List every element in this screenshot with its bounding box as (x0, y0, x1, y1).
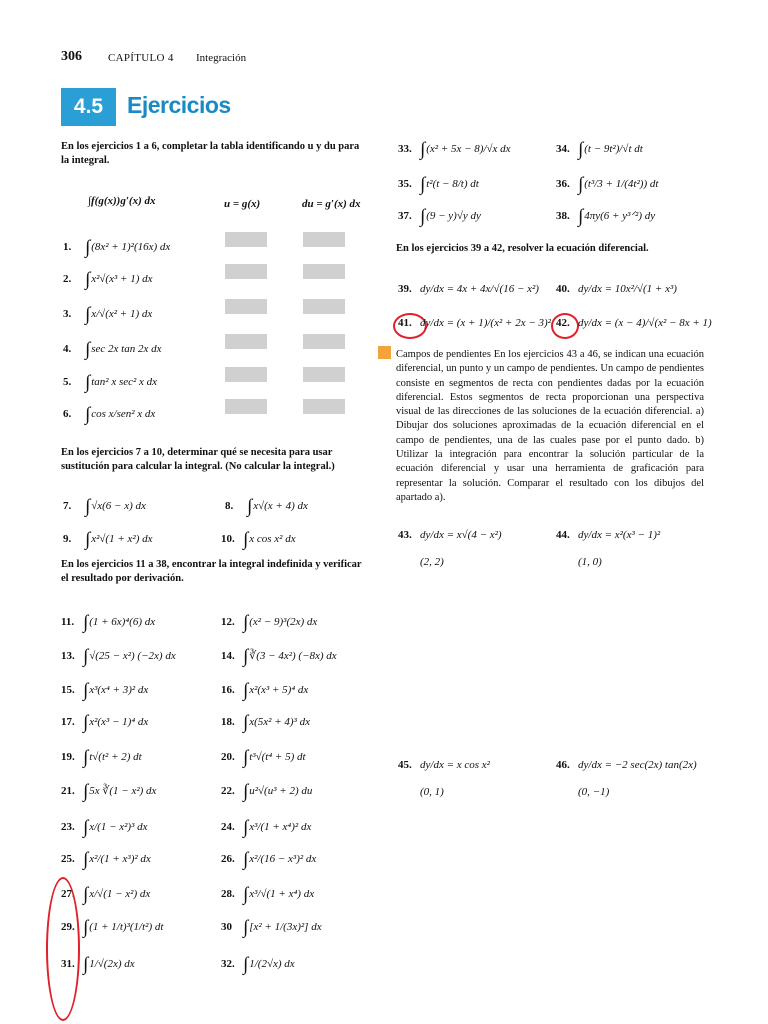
integral-sign: ∫ (83, 680, 89, 701)
exercise-item (398, 318, 551, 329)
instruction-7-10: En los ejercicios 7 a 10, determinar qué se necesita para usar sustitución para calcular la integral. (No calcular la integral.) (61, 447, 335, 472)
exercise-number: 32. (221, 958, 235, 970)
exercise-item (398, 140, 511, 159)
exercise-number: 12. (221, 616, 235, 628)
integral-sign: ∫ (85, 529, 91, 550)
exercise-expression: x cos x² dx (249, 533, 296, 545)
exercise-number: 16. (221, 684, 235, 696)
given-point: (0, −1) (578, 786, 610, 798)
exercise-item (63, 405, 155, 424)
exercise-expression: x²/(1 + x³)² dx (89, 853, 151, 865)
exercise-number: 21. (61, 785, 75, 797)
slope-field-graph-46 (566, 815, 696, 965)
exercise-item (225, 497, 308, 516)
exercise-item (61, 681, 148, 700)
exercise-number: 43. (398, 529, 412, 541)
exercise-expression: x²(x³ + 5)⁴ dx (249, 684, 309, 696)
exercise-number: 22. (221, 785, 235, 797)
exercise-number: 38. (556, 210, 570, 222)
integral-sign: ∫ (243, 954, 249, 975)
slope-field-graph-44 (566, 575, 706, 725)
slope-field-paragraph: Campos de pendientes En los ejercicios 43 a 46, se indican una ecuación diferencial, un punto y un campo de pendientes. Un campo de pendientes consiste en segmentos de recta con pendientes dadas por la ecuación diferencial. Estos segmentos de recta proporcionan una perspectiva visual de las direcciones de las soluciones de la ecuación diferencial. a) Dibujar dos soluciones aproximadas de la ecuación diferencial en el campo de pendientes, una de las cuales pase por el punto dado. b) Utilizar la integración para encontrar la solución particular de la ecuación diferencial y usar una herramienta de graficación para representar la solución. Comparar el resultado con los dibujos del apartado a). (396, 349, 704, 503)
integral-sign: ∫ (578, 174, 584, 195)
answer-blank-cell[interactable] (225, 367, 267, 382)
integral-sign: ∫ (83, 917, 89, 938)
exercise-expression: sec 2x tan 2x dx (91, 343, 162, 355)
exercise-item (63, 238, 170, 257)
exercise-number: 9. (63, 533, 72, 545)
exercise-expression: dy/dx = x cos x² (420, 759, 490, 771)
exercise-number: 36. (556, 178, 570, 190)
exercise-number: 29. (61, 921, 75, 933)
integral-sign: ∫ (243, 817, 249, 838)
integral-sign: ∫ (243, 529, 249, 550)
exercise-item (63, 530, 153, 549)
chapter-title: Integración (196, 52, 247, 64)
exercise-item (556, 318, 712, 329)
exercise-expression: x³/√(1 + x⁴) dx (249, 888, 315, 900)
exercise-item (398, 284, 539, 295)
exercise-item (63, 497, 146, 516)
exercise-expression: (8x² + 1)²(16x) dx (91, 241, 171, 253)
exercise-expression: (1 + 1/t)³(1/t²) dt (89, 921, 164, 933)
exercise-number: 14. (221, 650, 235, 662)
integral-sign: ∫ (420, 174, 426, 195)
answer-blank-cell[interactable] (303, 232, 345, 247)
exercise-number: 35. (398, 178, 412, 190)
exercise-expression: √x(6 − x) dx (91, 500, 146, 512)
slope-field-graph-45 (420, 815, 550, 965)
exercise-number: 34. (556, 143, 570, 155)
answer-blank-cell[interactable] (225, 264, 267, 279)
exercise-number: 27. (61, 888, 75, 900)
exercise-number: 42. (556, 317, 570, 329)
exercise-number: 45. (398, 759, 412, 771)
exercise-expression: t²(t − 8/t) dt (426, 178, 479, 190)
section-number-badge: 4.5 (61, 88, 116, 126)
integral-sign: ∫ (83, 849, 89, 870)
exercise-number: 41. (398, 317, 412, 329)
exercise-number: 13. (61, 650, 75, 662)
exercise-number: 15. (61, 684, 75, 696)
exercise-expression: x²(x³ − 1)⁴ dx (89, 716, 149, 728)
table-header-u: u = g(x) (224, 198, 261, 210)
integral-sign: ∫ (420, 139, 426, 160)
answer-blank-cell[interactable] (303, 399, 345, 414)
exercise-item (61, 748, 142, 767)
integral-sign: ∫ (243, 917, 249, 938)
exercise-expression: (t³/3 + 1/(4t²)) dt (584, 178, 659, 190)
integral-sign: ∫ (85, 372, 91, 393)
integral-sign: ∫ (83, 817, 89, 838)
exercise-number: 39. (398, 283, 412, 295)
answer-blank-cell[interactable] (225, 399, 267, 414)
integral-sign: ∫ (420, 206, 426, 227)
exercise-item (61, 850, 151, 869)
exercise-item (63, 340, 161, 359)
exercise-number: 20. (221, 751, 235, 763)
exercise-expression: 4πy(6 + y³ᐟ²) dy (584, 210, 656, 222)
integral-sign: ∫ (85, 304, 91, 325)
exercise-number: 37. (398, 210, 412, 222)
exercise-expression: t³√(t⁴ + 5) dt (249, 751, 306, 763)
exercise-item (61, 782, 156, 801)
exercise-expression: dy/dx = −2 sec(2x) tan(2x) (578, 759, 697, 771)
exercise-item (556, 530, 660, 541)
exercise-expression: (x² − 9)³(2x) dx (249, 616, 318, 628)
exercise-expression: ∛(3 − 4x²) (−8x) dx (249, 650, 337, 662)
integral-sign: ∫ (243, 884, 249, 905)
exercise-item (221, 955, 295, 974)
integral-sign: ∫ (85, 339, 91, 360)
exercise-expression: x²√(1 + x²) dx (91, 533, 153, 545)
exercise-expression: dy/dx = (x + 1)/(x² + 2x − 3)² (420, 317, 551, 329)
graphing-calculator-icon (378, 346, 391, 359)
given-point: (0, 1) (420, 786, 444, 798)
answer-blank-cell[interactable] (303, 334, 345, 349)
section-title: Ejercicios (127, 92, 231, 118)
exercise-number: 11. (61, 616, 75, 628)
chapter-label: CAPÍTULO 4 (108, 52, 174, 64)
exercise-number: 33. (398, 143, 412, 155)
exercise-number: 46. (556, 759, 570, 771)
exercise-number: 40. (556, 283, 570, 295)
integral-sign: ∫ (83, 884, 89, 905)
integral-sign: ∫ (578, 139, 584, 160)
exercise-expression: (t − 9t²)/√t dt (584, 143, 643, 155)
integral-sign: ∫ (243, 747, 249, 768)
red-circle-annotation-27-31 (46, 877, 80, 1021)
integral-sign: ∫ (243, 849, 249, 870)
exercise-item (221, 613, 317, 632)
exercise-item (221, 530, 296, 549)
exercise-expression: x³/(1 + x⁴)² dx (249, 821, 312, 833)
exercise-item (221, 681, 308, 700)
given-point: (2, 2) (420, 556, 444, 568)
exercise-expression: t√(t² + 2) dt (89, 751, 142, 763)
exercise-expression: 1/√(2x) dx (89, 958, 135, 970)
given-point: (1, 0) (578, 556, 602, 568)
exercise-expression: x/√(1 − x²) dx (89, 888, 151, 900)
exercise-item (398, 207, 481, 226)
integral-sign: ∫ (243, 712, 249, 733)
exercise-number: 4. (63, 343, 72, 355)
instruction-39-42: En los ejercicios 39 a 42, resolver la ecuación diferencial. (396, 243, 649, 254)
exercise-expression: dy/dx = 10x²/√(1 + x³) (578, 283, 677, 295)
exercise-expression: dy/dx = x√(4 − x²) (420, 529, 502, 541)
exercise-item (221, 850, 316, 869)
table-header-du: du = g′(x) dx (302, 198, 361, 210)
exercise-number: 6. (63, 408, 72, 420)
integral-sign: ∫ (83, 612, 89, 633)
integral-sign: ∫ (83, 747, 89, 768)
integral-sign: ∫ (243, 680, 249, 701)
integral-sign: ∫ (85, 404, 91, 425)
integral-sign: ∫ (83, 712, 89, 733)
exercise-item (63, 270, 153, 289)
exercise-number: 31. (61, 958, 75, 970)
exercise-expression: u²√(u³ + 2) du (249, 785, 313, 797)
exercise-expression: dy/dx = x²(x³ − 1)² (578, 529, 661, 541)
exercise-expression: x/√(x² + 1) dx (91, 308, 153, 320)
exercise-item (556, 284, 677, 295)
integral-sign: ∫ (578, 206, 584, 227)
exercise-number: 44. (556, 529, 570, 541)
exercise-number: 30 (221, 921, 232, 933)
exercise-item (221, 782, 312, 801)
exercise-expression: tan² x sec² x dx (91, 376, 158, 388)
instruction-1-6: En los ejercicios 1 a 6, completar la tabla identificando u y du para la integral. (61, 141, 360, 166)
exercise-number: 10. (221, 533, 235, 545)
exercise-expression: 5x ∛(1 − x²) dx (89, 785, 157, 797)
exercise-number: 26. (221, 853, 235, 865)
exercise-item (398, 530, 502, 541)
exercise-item (61, 613, 155, 632)
exercise-item (556, 175, 658, 194)
exercise-item (398, 760, 490, 771)
exercise-expression: [x² + 1/(3x)²] dx (249, 921, 322, 933)
integral-sign: ∫ (243, 781, 249, 802)
integral-sign: ∫ (83, 646, 89, 667)
answer-blank-cell[interactable] (303, 299, 345, 314)
instruction-11-38: En los ejercicios 11 a 38, encontrar la integral indefinida y verificar el resultado por derivación. (61, 559, 362, 584)
integral-sign: ∫ (243, 646, 249, 667)
exercise-number: 23. (61, 821, 75, 833)
exercise-item (61, 713, 148, 732)
exercise-expression: x(5x² + 4)³ dx (249, 716, 310, 728)
integral-sign: ∫ (85, 496, 91, 517)
slope-field-graph-43 (408, 575, 548, 725)
exercise-number: 1. (63, 241, 72, 253)
integral-sign: ∫ (85, 269, 91, 290)
page-number: 306 (61, 49, 82, 64)
exercise-expression: x²√(x³ + 1) dx (91, 273, 153, 285)
exercise-item (221, 918, 322, 937)
exercise-expression: (9 − y)√y dy (426, 210, 481, 222)
exercise-item (556, 207, 655, 226)
exercise-number: 3. (63, 308, 72, 320)
exercise-expression: 1/(2√x) dx (249, 958, 295, 970)
table-header-integral: ∫f(g(x))g′(x) dx (88, 195, 156, 207)
answer-blank-cell[interactable] (225, 334, 267, 349)
exercise-item (61, 647, 176, 666)
exercise-number: 19. (61, 751, 75, 763)
exercise-expression: √(25 − x²) (−2x) dx (89, 650, 176, 662)
integral-sign: ∫ (85, 237, 91, 258)
exercise-number: 8. (225, 500, 234, 512)
answer-blank-cell[interactable] (225, 299, 267, 314)
exercise-number: 17. (61, 716, 75, 728)
exercise-item (556, 760, 697, 771)
exercise-item (63, 373, 157, 392)
exercise-expression: x/(1 − x²)³ dx (89, 821, 148, 833)
answer-blank-cell[interactable] (303, 367, 345, 382)
exercise-number: 24. (221, 821, 235, 833)
exercise-expression: dy/dx = (x − 4)/√(x² − 8x + 1) (578, 317, 712, 329)
answer-blank-cell[interactable] (303, 264, 345, 279)
exercise-number: 7. (63, 500, 72, 512)
exercise-expression: x³(x⁴ + 3)² dx (89, 684, 149, 696)
exercise-expression: (1 + 6x)⁴(6) dx (89, 616, 156, 628)
exercise-number: 28. (221, 888, 235, 900)
exercise-number: 18. (221, 716, 235, 728)
exercise-item (61, 818, 148, 837)
integral-sign: ∫ (243, 612, 249, 633)
integral-sign: ∫ (83, 954, 89, 975)
exercise-expression: x√(x + 4) dx (253, 500, 308, 512)
exercise-item (63, 305, 152, 324)
exercise-item (221, 647, 337, 666)
integral-sign: ∫ (247, 496, 253, 517)
exercise-item (398, 175, 479, 194)
exercise-item (221, 885, 314, 904)
exercise-item (221, 713, 310, 732)
exercise-expression: x²/(16 − x³)² dx (249, 853, 317, 865)
exercise-number: 25. (61, 853, 75, 865)
integral-sign: ∫ (83, 781, 89, 802)
exercise-expression: (x² + 5x − 8)/√x dx (426, 143, 511, 155)
exercise-item (221, 748, 306, 767)
exercise-expression: cos x/sen² x dx (91, 408, 156, 420)
exercise-number: 2. (63, 273, 72, 285)
exercise-item (221, 818, 311, 837)
exercise-number: 5. (63, 376, 72, 388)
exercise-item (556, 140, 643, 159)
exercise-expression: dy/dx = 4x + 4x/√(16 − x²) (420, 283, 539, 295)
answer-blank-cell[interactable] (225, 232, 267, 247)
